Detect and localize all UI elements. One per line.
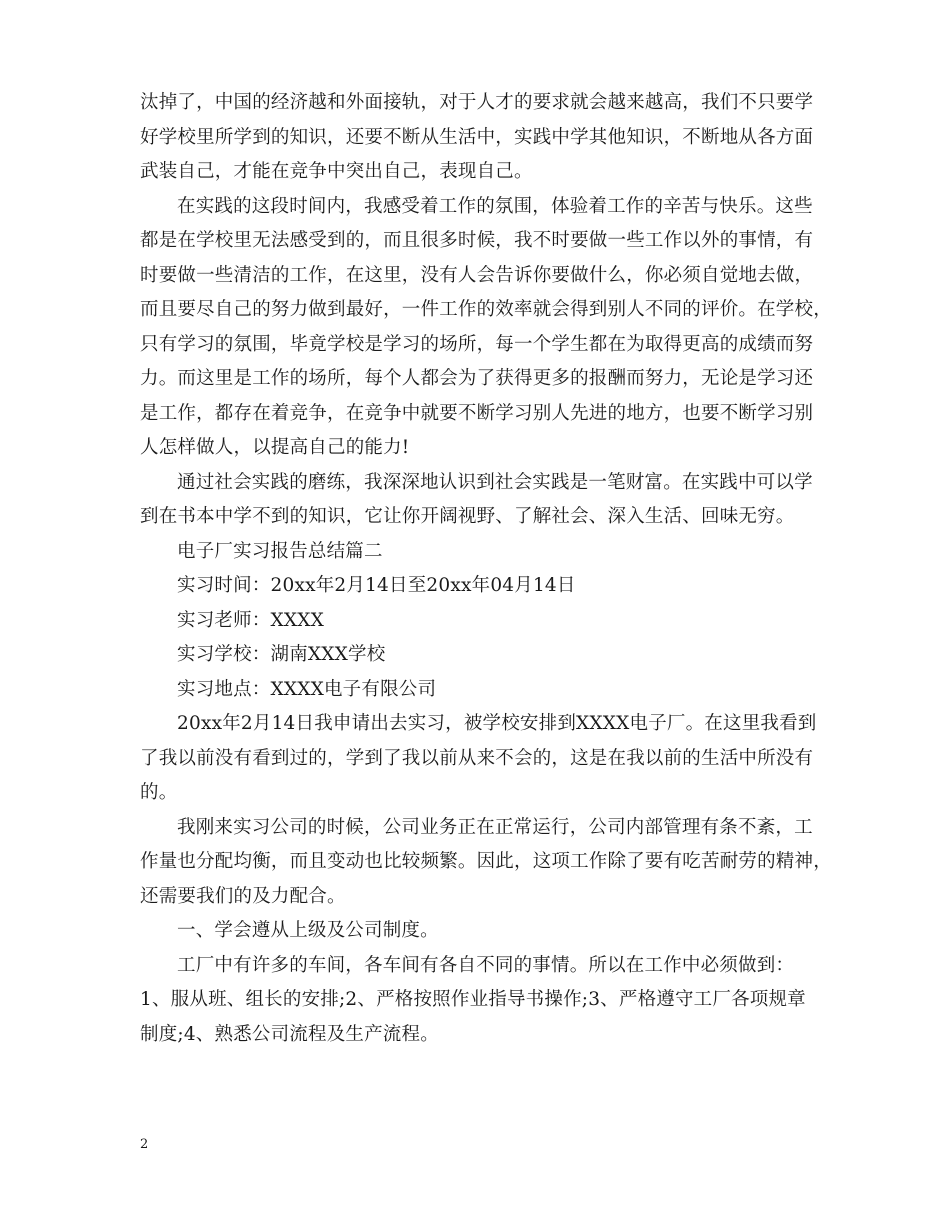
text-line: 我刚来实习公司的时候，公司业务正在正常运行，公司内部管理有条不紊，工: [177, 816, 813, 838]
text-line: 通过社会实践的磨练，我深深地认识到社会实践是一笔财富。在实践中可以学: [177, 471, 813, 493]
text-line: 都是在学校里无法感受到的，而且很多时候，我不时要做一些工作以外的事情，有: [140, 230, 814, 251]
text-line: 只有学习的氛围，毕竟学校是学习的场所，每一个学生都在为取得更高的成绩而努: [140, 333, 814, 355]
text-line: 了我以前没有看到过的，学到了我以前从来不会的，这是在我以前的生活中所没有: [140, 747, 814, 769]
text-line: 20xx年2月14日我申请出去实习，被学校安排到XXXX电子厂。在这里我看到: [177, 713, 817, 734]
text-line: 的。: [140, 782, 178, 803]
text-line: 时要做一些清洁的工作，在这里，没有人会告诉你要做什么，你必须自觉地去做，: [140, 264, 814, 286]
text-line: 制度;4、熟悉公司流程及生产流程。: [140, 1023, 439, 1045]
text-line: 是工作，都存在着竞争，在竞争中就要不断学习别人先进的地方，也要不断学习别: [140, 402, 814, 424]
text-line: 好学校里所学到的知识，还要不断从生活中，实践中学其他知识，不断地从各方面: [140, 126, 814, 148]
text-line: 而且要尽自己的努力做到最好，一件工作的效率就会得到别人不同的评价。在学校，: [140, 299, 832, 320]
text-line: 实习学校：湖南XXX学校: [177, 644, 386, 665]
text-line: 实习时间：20xx年2月14日至20xx年04月14日: [177, 575, 576, 596]
text-line: 汰掉了，中国的经济越和外面接轨，对于人才的要求就会越来越高，我们不只要学: [140, 92, 814, 113]
text-line: 实习老师：XXXX: [177, 609, 324, 631]
document-body: [140, 86, 840, 1052]
page-number: 2: [140, 1137, 149, 1152]
text-line: 力。而这里是工作的场所，每个人都会为了获得更多的报酬而努力，无论是学习还: [140, 368, 814, 389]
text-line: 还需要我们的及力配合。: [140, 885, 346, 907]
text-line: 工厂中有许多的车间，各车间有各自不同的事情。所以在工作中必须做到：: [177, 954, 795, 976]
text-line: 一、学会遵从上级及公司制度。: [177, 920, 439, 941]
text-line: 作量也分配均衡，而且变动也比较频繁。因此，这项工作除了要有吃苦耐劳的精神，: [140, 851, 832, 872]
text-line: 人怎样做人，以提高自己的能力!: [140, 437, 410, 458]
text-line: 实习地点：XXXX电子有限公司: [177, 678, 437, 700]
text-line: 电子厂实习报告总结篇二: [177, 540, 383, 562]
text-line: 在实践的这段时间内，我感受着工作的氛围，体验着工作的辛苦与快乐。这些: [177, 195, 813, 217]
text-line: 1、服从班、组长的安排;2、严格按照作业指导书操作;3、严格遵守工厂各项规章: [140, 989, 806, 1010]
text-line: 武装自己，才能在竞争中突出自己，表现自己。: [140, 161, 533, 182]
text-line: 到在书本中学不到的知识，它让你开阔视野、了解社会、深入生活、回味无穷。: [140, 506, 795, 527]
